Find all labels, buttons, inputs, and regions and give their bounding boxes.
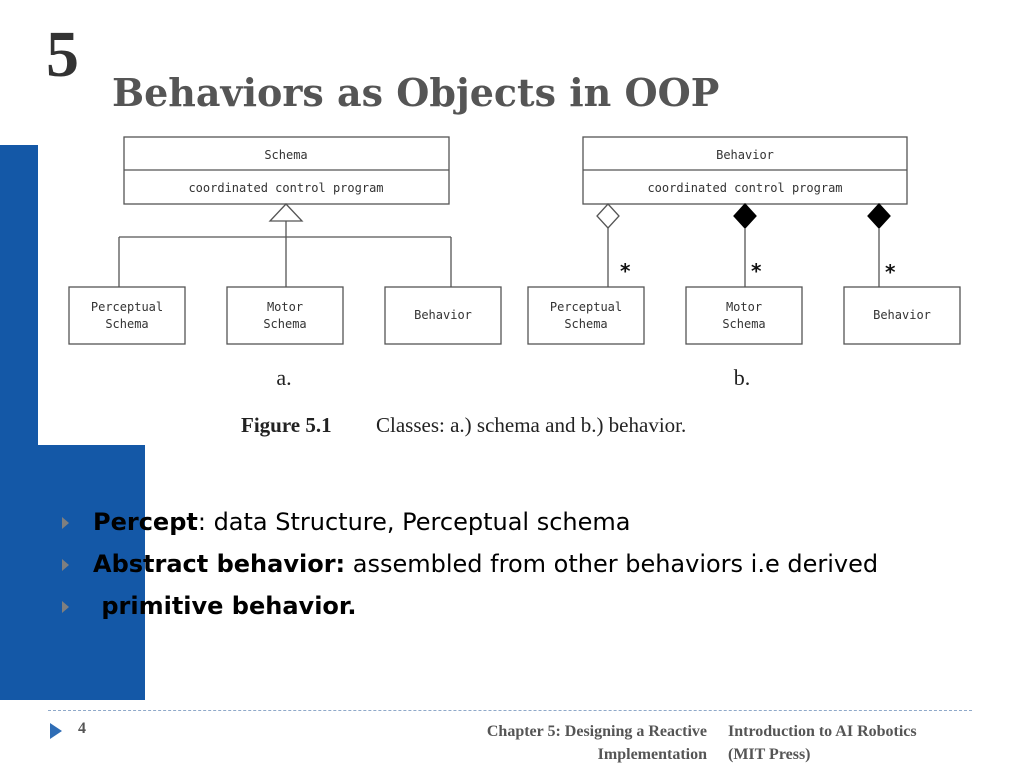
- uml-diagram-svg: [60, 130, 980, 450]
- bullet-primitive-behavior: [62, 589, 922, 623]
- bullet-term: Abstract behavior:: [93, 550, 346, 578]
- motor-schema-box-a: [227, 287, 343, 344]
- figure-caption-text: Classes: a.) schema and b.) behavior.: [376, 413, 687, 437]
- bullet-text: assembled from other behaviors i.e derived: [345, 550, 879, 578]
- footer-chapter-title: [380, 720, 707, 766]
- decorative-blue-bar-top: [0, 145, 38, 445]
- motor-schema-box-b: [686, 287, 802, 344]
- bullet-term: primitive behavior.: [93, 592, 357, 620]
- bullet-abstract-behavior: [62, 547, 922, 581]
- footer-divider: [48, 710, 972, 711]
- diagram-a: [69, 137, 501, 390]
- footer-chapter-line1: Chapter 5: Designing a Reactive: [486, 723, 707, 740]
- diagram-a-label: a.: [276, 365, 292, 390]
- perceptual-schema-label-b-line2: Schema: [564, 317, 608, 331]
- figure-caption-label: Figure 5.1: [241, 413, 332, 437]
- multiplicity-star-2: *: [751, 259, 762, 283]
- perceptual-schema-box-b: [528, 287, 644, 344]
- perceptual-schema-label-a-line2: Schema: [105, 317, 149, 331]
- composition-diamond-icon-1: [734, 204, 756, 228]
- uml-class-figure: [60, 130, 980, 450]
- slide-title: Behaviors as Objects in OOP: [112, 70, 720, 115]
- schema-class-attribute: coordinated control program: [188, 181, 384, 195]
- composition-diamond-icon-2: [868, 204, 890, 228]
- multiplicity-star-1: *: [620, 259, 631, 283]
- bullet-arrow-icon: [62, 559, 69, 571]
- diagram-b-label: b.: [733, 365, 751, 390]
- footer-book-line1: Introduction to AI Robotics: [728, 723, 917, 740]
- bullet-list: [62, 505, 922, 631]
- perceptual-schema-label-a-line1: Perceptual: [90, 300, 164, 314]
- schema-class-name: Schema: [264, 148, 308, 162]
- perceptual-schema-box-a: [69, 287, 185, 344]
- behavior-class-name: Behavior: [716, 148, 774, 162]
- perceptual-schema-label-b-line1: Perceptual: [549, 300, 623, 314]
- behavior-class-attribute: coordinated control program: [647, 181, 843, 195]
- motor-schema-label-a-line1: Motor: [266, 300, 304, 314]
- slide-section-number: 5: [46, 18, 79, 91]
- bullet-arrow-icon: [62, 601, 69, 613]
- footer-page-number: 4: [78, 720, 86, 737]
- footer-chapter-line2: Implementation: [597, 746, 707, 763]
- motor-schema-label-b-line1: Motor: [725, 300, 763, 314]
- footer-book-title: [728, 720, 978, 766]
- aggregation-diamond-icon: [597, 204, 619, 228]
- footer-book-line2: (MIT Press): [728, 746, 811, 763]
- motor-schema-label-a-line2: Schema: [263, 317, 307, 331]
- motor-schema-label-b-line2: Schema: [722, 317, 766, 331]
- bullet-percept: [62, 505, 922, 539]
- diagram-b: [528, 137, 960, 390]
- bullet-term: Percept: [93, 508, 198, 536]
- bullet-arrow-icon: [62, 517, 69, 529]
- behavior-label-a: Behavior: [414, 308, 472, 322]
- multiplicity-star-3: *: [885, 260, 896, 284]
- behavior-label-b: Behavior: [873, 308, 931, 322]
- bullet-text: : data Structure, Perceptual schema: [197, 508, 631, 536]
- inheritance-triangle-icon: [270, 204, 302, 221]
- footer-arrow-icon: [50, 723, 62, 739]
